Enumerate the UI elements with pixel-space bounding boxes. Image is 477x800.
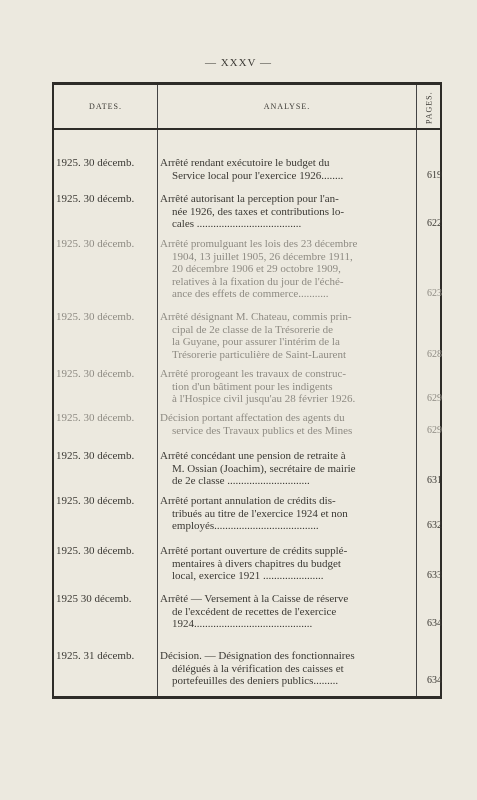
entry-analysis-line: tribués au titre de l'exercice 1924 et non: [172, 507, 348, 520]
entry-analysis-line: à l'Hospice civil jusqu'au 28 février 1926.: [172, 393, 356, 405]
entry-analysis-line: Arrêté autorisant la perception pour l'an-: [160, 193, 339, 205]
entry-analysis: [160, 157, 412, 182]
entry-page-number: 629: [427, 424, 442, 436]
entry-analysis-line: née 1926, des taxes et contributions lo-: [172, 205, 344, 218]
entry-date: 1925. 30 décemb.: [56, 412, 135, 424]
entry-date: 1925. 30 décemb.: [56, 545, 135, 557]
entry-analysis: [160, 650, 412, 688]
entry-analysis-line: la Guyane, pour assurer l'intérim de la: [172, 336, 340, 348]
entry-analysis-line: délégués à la vérification des caisses et: [172, 662, 344, 675]
entry-date: 1925 30 décemb.: [56, 593, 132, 605]
entry-page-number: 623: [427, 288, 442, 299]
entry-analysis-line: tion d'un bâtiment pour les indigents: [172, 380, 333, 393]
entry-analysis-line: mentaires à divers chapitres du budget: [172, 557, 341, 570]
entry-analysis-line: Arrêté concédant une pension de retraite à: [160, 450, 346, 462]
entry-analysis: [160, 193, 412, 231]
entry-analysis: [160, 412, 412, 437]
entry-analysis-line: service des Travaux publics et des Mines: [172, 424, 353, 437]
header-analyse: ANALYSE.: [263, 102, 311, 111]
entry-page-number: 633: [427, 570, 442, 581]
entry-analysis-line: relatives à la fixation du jour de l'éché-: [172, 275, 344, 288]
entry-analysis-line: Décision portant affectation des agents du: [160, 412, 345, 424]
entry-analysis-line: Décision. — Désignation des fonctionnaires: [160, 650, 355, 662]
entry-page-number: 629: [427, 393, 442, 404]
entry-analysis-line: Arrêté rendant exécutoire le budget du: [160, 157, 330, 169]
entry-page-number: 634: [427, 675, 442, 686]
entry-analysis-line: Arrêté portant ouverture de crédits supplé-: [160, 545, 348, 557]
entry-analysis: [160, 368, 412, 406]
entry-analysis-line: cipal de 2e classe de la Trésorerie de: [172, 323, 333, 336]
entry-date: 1925. 31 décemb.: [56, 650, 135, 662]
entry-analysis: [160, 545, 412, 583]
entry-date: 1925. 30 décemb.: [56, 368, 135, 380]
entry-page-number: 631: [427, 475, 442, 486]
entry-analysis-line: ance des effets de commerce...........: [172, 288, 329, 300]
header-pages: PAGES.: [424, 91, 434, 125]
entry-analysis-line: Service local pour l'exercice 1926........: [172, 169, 344, 182]
entry-analysis: [160, 495, 412, 533]
column-divider-dates: [157, 85, 158, 696]
entry-page-number: 632: [427, 520, 442, 531]
table-header-row: [54, 85, 440, 130]
entry-analysis-line: de l'excédent de recettes de l'exercice: [172, 605, 337, 618]
column-divider-pages: [416, 85, 417, 696]
entry-analysis-line: Arrêté promulguant les lois des 23 décembre: [160, 238, 358, 250]
entry-analysis-line: Arrêté portant annulation de crédits dis-: [160, 495, 336, 507]
entry-analysis: [160, 593, 412, 631]
entry-analysis-line: 20 décembre 1906 et 29 octobre 1909,: [172, 263, 341, 275]
entry-page-number: 622: [427, 218, 442, 229]
entry-page-number: 628: [427, 348, 442, 360]
entry-date: 1925. 30 décemb.: [56, 495, 135, 507]
table-of-contents: [52, 82, 442, 699]
entry-date: 1925. 30 décemb.: [56, 450, 135, 462]
entry-analysis-line: 1904, 13 juillet 1905, 26 décembre 1911,: [172, 250, 353, 263]
entry-analysis-line: portefeuilles des deniers publics.........: [172, 675, 339, 687]
entry-analysis-line: Arrêté — Versement à la Caisse de réserve: [160, 593, 349, 605]
page-number-header: — XXXV —: [204, 57, 273, 69]
entry-analysis-line: cales ......................................: [172, 218, 302, 230]
entry-date: 1925. 30 décemb.: [56, 193, 135, 205]
entry-analysis-line: de 2e classe ..............................: [172, 475, 310, 487]
entry-analysis: [160, 311, 412, 361]
header-dates: DATES.: [89, 102, 122, 111]
entry-analysis-line: Arrêté prorogeant les travaux de construc-: [160, 368, 347, 380]
entry-analysis: [160, 450, 412, 488]
entry-analysis-line: Arrêté désignant M. Chateau, commis prin-: [160, 311, 352, 323]
entry-analysis-line: 1924...........................................: [172, 618, 313, 630]
entry-page-number: 634: [427, 618, 442, 629]
entry-analysis-line: local, exercice 1921 ......................: [172, 570, 324, 582]
entry-analysis-line: Trésorerie particulière de Saint-Laurent: [172, 348, 346, 361]
entry-date: 1925. 30 décemb.: [56, 238, 135, 250]
entry-analysis: [160, 238, 412, 301]
entry-page-number: 619: [427, 169, 442, 181]
entry-analysis-line: M. Ossian (Joachim), secrétaire de mairie: [172, 462, 356, 475]
entry-analysis-line: employés......................................: [172, 520, 319, 532]
entry-date: 1925. 30 décemb.: [56, 157, 135, 169]
entry-date: 1925. 30 décemb.: [56, 311, 135, 323]
